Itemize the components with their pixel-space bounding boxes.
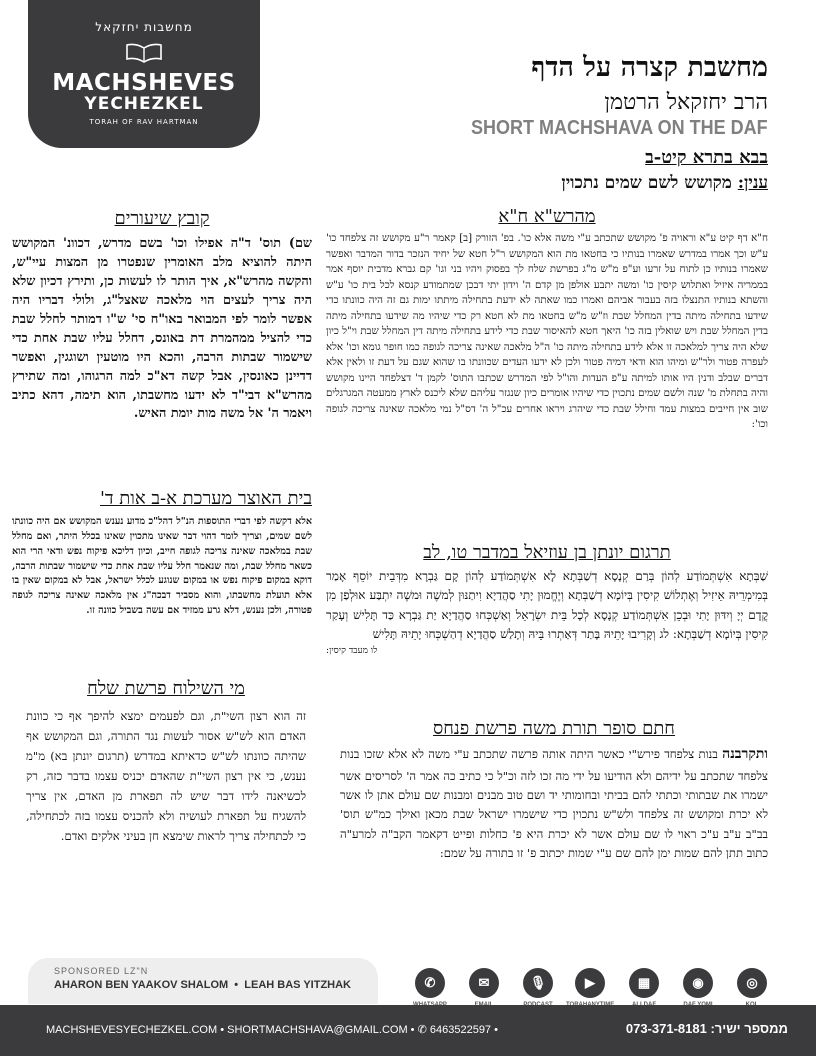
whatsapp-link[interactable]	[406, 968, 454, 1008]
logo	[28, 0, 260, 148]
sponsor-label: SPONSORED LZ"N	[54, 966, 149, 976]
whatsapp-icon: ✆	[415, 968, 445, 998]
maharsha-body: ח"א דף קיט ע"א וראויה פ' מקושש שתכתב ע"י משה אלא כו'. בפ' הזורק [ב] קאמר ר"ע מקושש זה צלפחד כו' ע"ש וכך אמרו במדרש שאמרו בנותיו כי בחטאו מת הוא המקושש ר"ל חטא של יחיד הנזכר בדור המדבר ואפשר שאמרו בנותיו כן לתוח על זרעו וע"פ מ"ש מ"ג בפרשת שלח לך בפסוק ויהיו בני וגו' קם גברא מדבית יוסף אמר בממריה איזיל ואתלוש קיסין כו' ומשה יתבע אולפן מן קדם ה' וידון יתי דבכן שמתמודע קנסא לכל בית כו' ע"ש והשתא בנותיו התנצלו בזה בעבור אביהם ואמרו כמו שאתה לא ידעת בתחילה מיתתו ימות גם זה היה כוונתו כדי שידעו בתחילה מיתה בדין המחלל שבת וז"ש מ"ש בחטאו מת לא חטא רק כדי שיהיו מה שידעו בתחילה מיתה בדין המחלל שבת ויש שואלין בזה כו' היאך חטא להאיסור שבת כדי לידע בתחילה מיתה דין המחלל שבת וי"ל כיון שלא היה צריך למלאכה זו אלא לידע בתחילה מיתה כו' ה"ל מלאכה שאינה צריכה לגופה כמו חופר גומא וכו' אלא לעפרה פטור ולר"ש ומיהו הוא ודאי דמיה פטור ולכן לא ידעו העדים שכוונתו בו שהוא שגם על דעת זו ולאין אלא דברים שבלב ודנין היו אותו למיתה ע"פ העדות והו"ל לפי המדרש שכתבו התוס' לקמן ד' דצלפחד היינו מקושש והיה בתחלת מ' שנה ולשם שמים נתכוין כדי שיהיו אומרים כיון שנגזר עליהם שלא ליכנס לארץ ממעטה המגרגלים שוב אין חייבים במצות עמד וחילל שבת כדי שיהרג ויראו אחרים עכ"ל ה' דס"ל נמי מלאכה שאינה צריכה לגופה וכו':	[326, 233, 768, 430]
targum-note: לו מעבד קיסין:	[326, 646, 378, 656]
shluchim-title: מי השילוח פרשת שלח	[87, 678, 245, 699]
footer-phone[interactable]: 6463522597	[429, 1024, 492, 1036]
beis-body: אלא דקשה לפי דברי התוספות הנ"ל דהל"כ מדוע נענש המקושש אם היה כוונתו לשם שמים, וצריך לומר דהוי דבר שאינו מתכוין שאינו בכלל היתר, ואם מחלל שבת במלאכה שאינה צריכה לגופה חייב, וכיון דליכא פיקוח נפש ודאי הרי הוא כשאר מחלל שבת, ומה שנאמר חלל עליו שבת אחת כדי שישמור שבתות הרבה, דוקא במקום פיקוח נפש או במקום שנוגע לכלל ישראל, אבל לא במקום שאין בו אלא תועלת מחשבתו, והוא מסביר דבכה"ג אין מלאכה שאינה צריכה לגופה פטורה, ולכן נענש, דלא גרע ממזיד אם עשה בשביל כוונה זו.	[12, 516, 312, 617]
logo-line1: MACHSHEVES	[52, 70, 236, 96]
dafyomi-portal-icon: ◉	[683, 968, 713, 998]
kovetz-body: שם) תוס' ד"ה אפילו וכו' בשם מדרש, דכוונ' המקושש היתה להוציא מלב האומרין שנפטרו מן המצות עיי"ש, והקשה מהרש"א, איך הותר לו לעשות כן, ותירץ דכיון שלא היה צריך לעצים הוי מלאכה שאצל"ג, ולולי דבריו היה אפשר לומר לפי המבואר באו"ח סי' ש"ו דמותר לחלל שבת כדי להציל ממהמרת דת באונס, דחלל עליו שבת אחת כדי שישמור שבתות הרבה, והכא היו מוטעין ושוגגין, ואפשר דדיינן כאונסין, אבל קשה דא"כ למה הרגוהו, ומה שתירץ מהרש"א דבי"ד לא ידעו מחשבתו, הוא תימה, דהא כתיב ויאמר ה' אל משה מות יומת האיש.	[12, 236, 312, 422]
phone-icon: ✆	[417, 1024, 427, 1036]
targum-body: שַׁבְּתָא אִשְׁתְּמוֹדַע לְהוֹן בְּרַם קְנָסָא דְשַׁבְּתָא לָא אִשְׁתְּמוֹדַע לְהוֹן קָם גַּבְרָא מִדְּבֵית יוֹסֵף אָמַר בְּמִימְרֵיהּ אֵיזִיל וְאֶתְלוֹשׁ קִיסִין בְּיוֹמָא דְשַׁבְּתָא וְיֶחֱמוּן יָתִי סַהֲדַיָא וִיתַנּוּן לְמשֶׁה וּמשֶׁה יִתְבַּע אוּלְפַן מִן קֳדָם יְיָ וְיִדּוּן יָתִי וּבְכֵן אִשְׁתְּמוֹדַע קְנָסָא לְכָל בֵּית יִשְׂרָאֵל וְאַשְׁכְּחוּ סַהֲדַיָא יַת גַּבְרָא כַּד תָּלִישׁ וְעָקַר קִיסִין בְּיוֹמָא דְשַׁבְּתָא: לג וְקָרִיבוּ יָתֵיהּ בָּתַר דְּאַתְרוּ בֵּיהּ וְתָלַשׁ סַהֲדַיָא דְהַשְׁכְּחוּ יָתֵיהּ תָּלִישׁ	[326, 569, 768, 642]
kovetz-title: קובץ שיעורים	[114, 208, 210, 229]
israel-phone[interactable]: 073-371-8181	[625, 1021, 707, 1036]
inyan-text: מקושש לשם שמים נתכוין	[561, 173, 732, 193]
alldaf-icon: ▦	[629, 968, 659, 998]
maharsha-title: מהרש"א ח"א	[498, 206, 596, 227]
chasam-title: חתם סופר תורת משה פרשת פנחס	[433, 718, 675, 739]
footer-contacts	[46, 1023, 498, 1036]
footer-email[interactable]: SHORTMACHSHAVA@GMAIL.COM	[227, 1024, 408, 1036]
email-icon: ✉	[469, 968, 499, 998]
chasam-section	[340, 718, 768, 953]
page-title: מחשבת קצרה על הדף	[531, 52, 768, 83]
podcast-link[interactable]	[514, 968, 562, 1008]
logo-line2: YECHEZKEL	[84, 94, 204, 114]
targum-section	[326, 542, 768, 656]
english-title: SHORT MACHSHAVA ON THE DAF	[471, 117, 768, 139]
chasam-lead: ותקרבנה	[722, 746, 768, 762]
chasam-text: בנות צלפחד פירש"י כאשר היתה אותה פרשה שתכתב ע"י משה לא אלא שזכו בנות צלפחד שתכתב על ידיהם ולא הודיעו על ידי מה זכו לזה וכ"ל כי כתיב כה אמר ה' לסריסים אשר ישמרו את שבתותי וכתתי להם בביתי ובחומותי יד ושם טוב מבנים ומבנות שם עולם אתן לו אשר לא יכרת ומקושש זה צלפחד ולש"ש נתכוין כדי שישמרו ישראל שבת מכאן ואילך כמ"ש תוס' בב"ב ע"ב ע"כ ראוי לו שם עולם אשר לא יכרת היא פ' כחלות ופייט דקאמר הקב"ה למרע"ה כתוב תתן להם שמות ימן להם שם ע"י שמות יכתוב פ' זו בתורה על שמם:	[340, 747, 768, 861]
beis-section	[12, 488, 312, 665]
author-name: הרב יחזקאל הרטמן	[604, 90, 768, 115]
chasam-body	[340, 743, 768, 953]
left-column	[12, 208, 312, 489]
targum-title: תרגום יונתן בן עוזיאל במדבר טו, לב	[423, 542, 671, 563]
microphone-icon: 🎙	[523, 968, 553, 998]
sponsor-names: AHARON BEN YAAKOV SHALOM • LEAH BAS YITZHAK	[54, 979, 352, 991]
torahanytime-icon: ▶	[575, 968, 605, 998]
logo-hebrew: מחשבות יחזקאל	[95, 20, 193, 34]
sponsor-box	[28, 958, 378, 1004]
footer-israel-phone-block	[626, 1021, 788, 1036]
masechta-heading: בבא בתרא קיט-ב	[645, 147, 768, 168]
inyan-label: ענין:	[737, 173, 768, 193]
kolhalashon-icon: ◎	[737, 968, 767, 998]
alldaf-link[interactable]	[620, 968, 668, 1008]
footer-separator-dot: •	[494, 1024, 498, 1036]
footer-bar	[0, 1005, 816, 1056]
logo-tagline: TORAH OF RAV HARTMAN	[89, 118, 199, 126]
email-link[interactable]	[460, 968, 508, 1008]
shluchim-section	[18, 678, 314, 965]
footer-separator-dot: •	[410, 1024, 418, 1036]
shluchim-body: זה הוא רצון השי"ת, וגם לפעמים ימצא להיפך אף כי כוונת האדם הוא לש"ש אסור לעשות נגד התורה, וגם המקושש אף שהיתה כוונתו לש"ש כדאיתא במדרש (תרגום יונתן בא) מ"מ נענש, כי אין רצון השי"ת שהאדם יכניס עצמו בדבר כזה, רק לכשיאנה לידו דבר שיש לה תפארת מן האדם, אין צריך להשגיח על תפארת לעושיה ולא להכניס עצמו בזה לכתחילה, כי לכתחילה צריך לראות שימצא חן בעיני אלקים ואדם.	[26, 709, 306, 843]
footer-separator-dot: •	[220, 1024, 228, 1036]
footer-website[interactable]: MACHSHEVESYECHEZKEL.COM	[46, 1024, 218, 1036]
torahanytime-link[interactable]	[566, 968, 614, 1008]
book-icon	[124, 42, 164, 64]
maharsha-section	[326, 206, 768, 547]
inyan-heading	[561, 173, 768, 193]
israel-label: ממספר ישיר:	[710, 1021, 788, 1036]
beis-title: בית האוצר מערכת א-ב אות ד'	[99, 488, 312, 509]
